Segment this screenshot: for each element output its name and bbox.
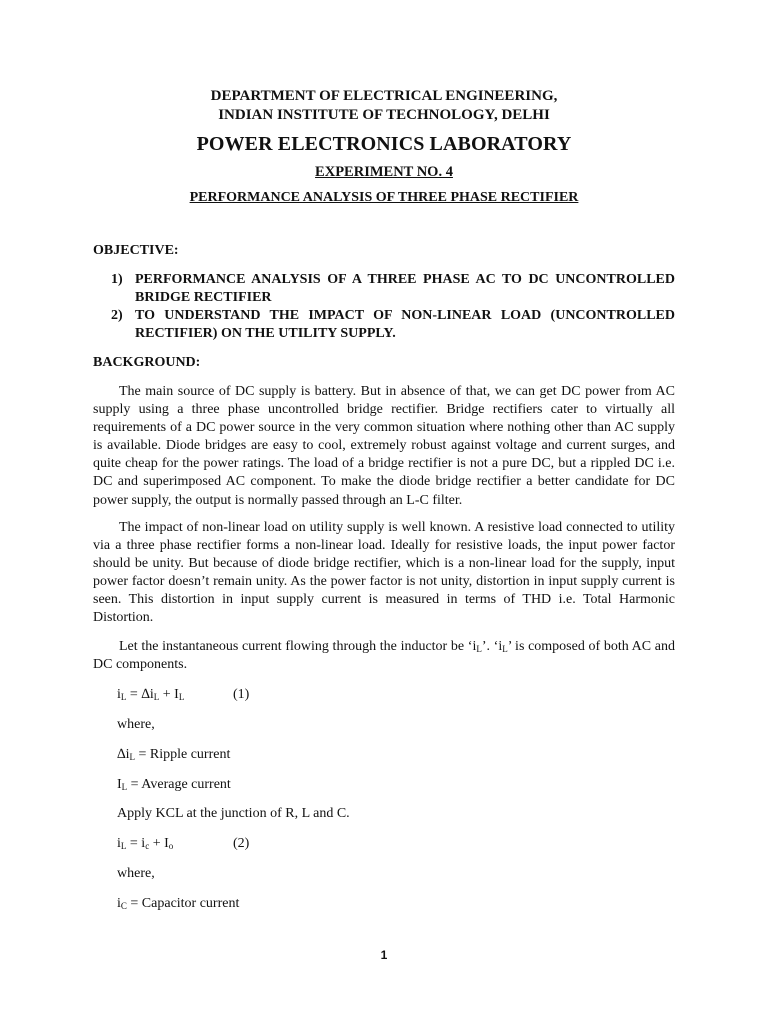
equation-number: (1)	[233, 687, 250, 702]
objective-item-text: PERFORMANCE ANALYSIS OF A THREE PHASE AC TO DC UNCONTROLLED BRIDGE RECTIFIER	[135, 272, 675, 305]
eq-text: = Capacitor current	[126, 896, 240, 911]
eq-text: + I	[149, 836, 169, 851]
objective-item-number: 2)	[111, 308, 123, 323]
ripple-current-definition	[117, 746, 230, 764]
lab-title: POWER ELECTRONICS LABORATORY	[196, 133, 572, 155]
subscript: L	[120, 841, 127, 851]
where-label: where,	[117, 866, 155, 881]
background-paragraph: The impact of non-linear load on utility supply is well known. A resistive load connected to utility via a three phase rectifier forms a non-linear load. Ideally for resistive loads, the input power factor should be unity. But because of diode bridge rectifier, which is a non-linear load for the supply, input power factor doesn’t remain unity. As the power factor is not unity, distortion in input supply current is seen. This distortion in input supply current is measured in terms of THD i.e. Total Harmonic Distortion.	[93, 520, 675, 626]
background-heading: BACKGROUND:	[93, 355, 201, 370]
text-run: ’ is composed of both AC and DC components.	[93, 639, 675, 673]
subscript: L	[178, 692, 185, 702]
subscript: L	[476, 644, 482, 654]
eq-text: + I	[159, 687, 179, 702]
eq-text: I	[117, 777, 122, 792]
background-paragraph	[93, 638, 675, 674]
subscript: c	[145, 841, 150, 851]
subscript: L	[502, 644, 508, 654]
objective-item	[93, 307, 675, 343]
where-label: where,	[117, 717, 155, 732]
eq-text: = Ripple current	[134, 747, 231, 762]
kcl-statement: Apply KCL at the junction of R, L and C.	[117, 806, 350, 821]
background-paragraph: The main source of DC supply is battery. But in absence of that, we can get DC power from AC supply using a three phase uncontrolled bridge rectifier. Bridge rectifiers cater to virtually all requirements of a DC power source in the very common situation where nothing other than AC supply is available. Diode bridges are easy to cool, extremely robust against voltage and current surges, and quite cheap for the power ratings. The load of a bridge rectifier is not a pure DC, but a rippled DC i.e. DC and superimposed AC component. To make the diode bridge rectifier a better candidate for DC power supply, the output is normally passed through an L-C filter.	[93, 384, 675, 508]
eq-text: = i	[126, 836, 146, 851]
eq-text: i	[117, 896, 121, 911]
text-run: Let the instantaneous current flowing through the inductor be ‘i	[119, 639, 477, 654]
eq-text: = Average current	[127, 777, 231, 792]
objective-item	[93, 271, 675, 307]
subscript: C	[120, 901, 127, 911]
equation-2	[117, 835, 250, 853]
subscript: o	[168, 841, 174, 851]
eq-text: ∆i	[117, 747, 130, 762]
institute-heading: INDIAN INSTITUTE OF TECHNOLOGY, DELHI	[218, 107, 550, 123]
eq-var: i	[117, 687, 121, 702]
subscript: L	[129, 752, 135, 762]
objective-item-text: TO UNDERSTAND THE IMPACT OF NON-LINEAR LOAD (UNCONTROLLED RECTIFIER) ON THE UTILITY SUPPLY.	[135, 308, 675, 341]
department-heading: DEPARTMENT OF ELECTRICAL ENGINEERING,	[210, 88, 558, 104]
subscript: L	[121, 782, 128, 792]
text-run: ’. ‘i	[481, 639, 503, 654]
subscript: L	[120, 692, 127, 702]
equation-1	[117, 686, 250, 704]
experiment-title: PERFORMANCE ANALYSIS OF THREE PHASE RECTIFIER	[189, 190, 579, 205]
capacitor-current-definition	[117, 895, 239, 913]
objective-item-number: 1)	[111, 272, 123, 287]
objective-heading: OBJECTIVE:	[93, 243, 179, 258]
average-current-definition	[117, 776, 231, 794]
experiment-number: EXPERIMENT NO. 4	[315, 164, 453, 180]
eq-text: = ∆i	[126, 687, 154, 702]
equation-number: (2)	[233, 836, 250, 851]
subscript: L	[153, 692, 160, 702]
page-number: 1	[380, 948, 388, 962]
eq-var: i	[117, 836, 121, 851]
